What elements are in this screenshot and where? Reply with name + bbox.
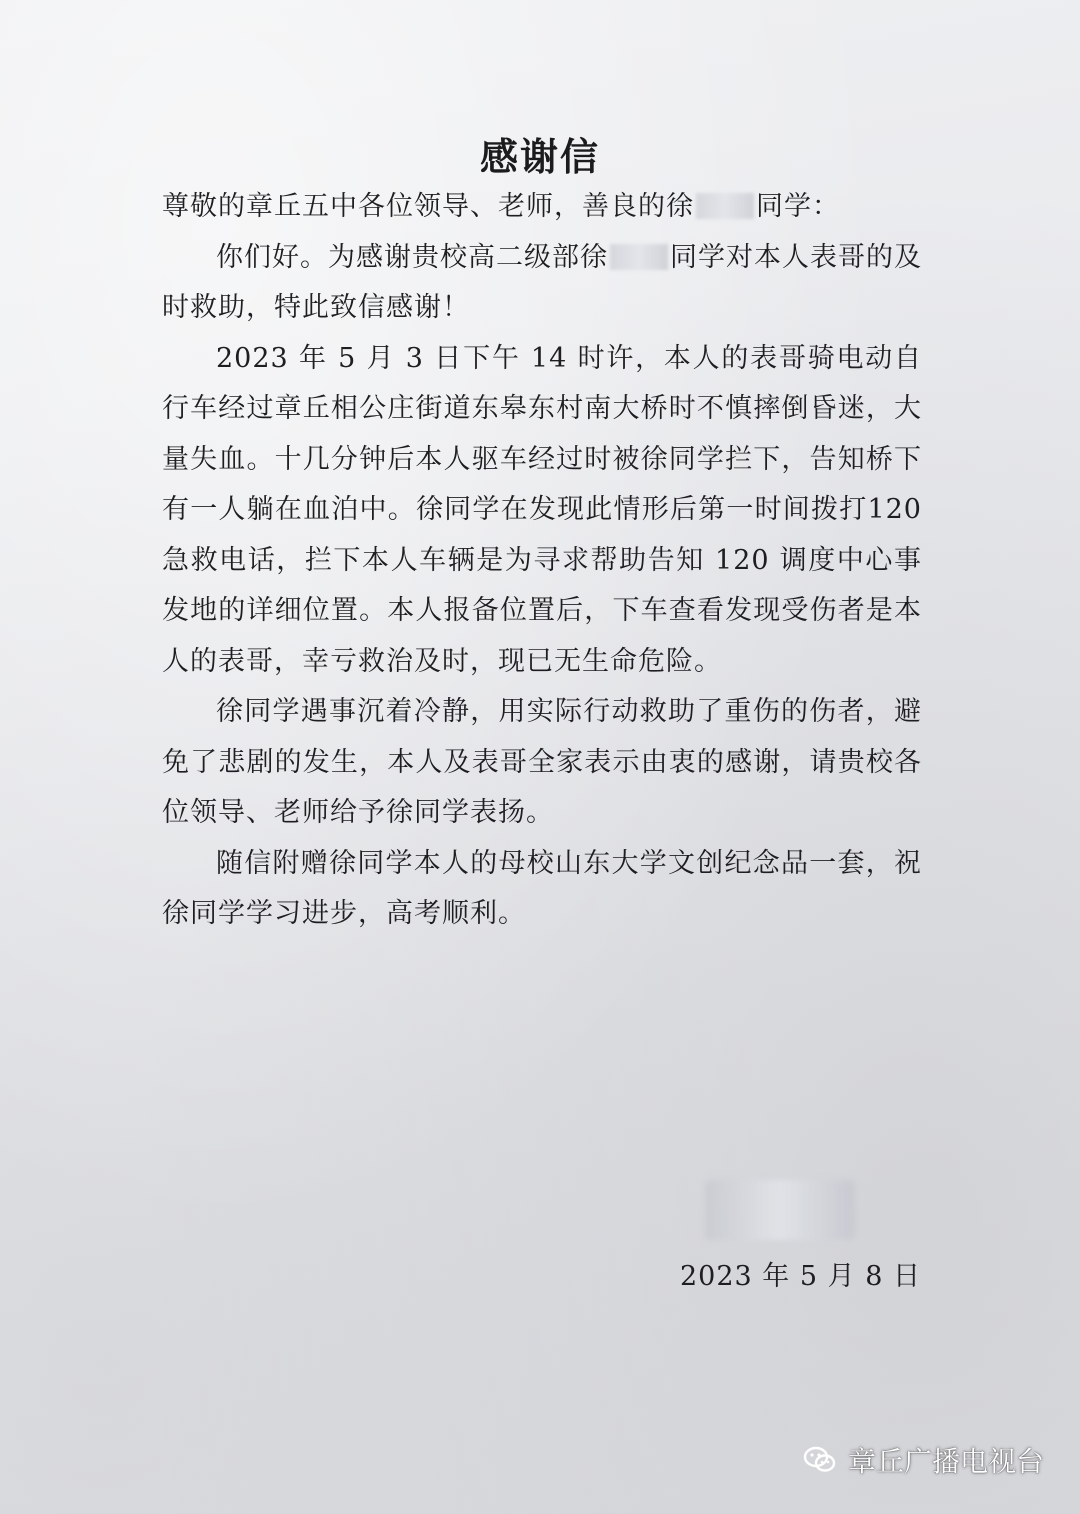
watermark — [802, 1440, 1044, 1480]
watermark-text: 章丘广播电视台 — [847, 1445, 1044, 1478]
redacted-name — [610, 244, 668, 270]
salutation-text-end: 同学： — [756, 191, 840, 222]
letter-title: 感谢信 — [479, 135, 600, 179]
redacted-signature — [705, 1180, 855, 1240]
paragraph-greeting-end: 同学对本人表哥的及时救助，特此致信感谢！ — [162, 241, 922, 323]
wechat-icon — [802, 1442, 838, 1478]
salutation — [162, 182, 922, 233]
paragraph-incident: 2023 年 5 月 3 日下午 14 时许，本人的表哥骑电动自行车经过章丘相公庄街道东皋东村南大桥时不慎摔倒昏迷，大量失血。十几分钟后本人驱车经过时被徐同学拦下，告知桥下有一人躺在血泊中。徐同学在发现此情形后第一时间拨打120 急救电话，拦下本人车辆是为寻求帮助告知 120 调度中心事发地的详细位置。本人报备位置后，下车查看发现受伤者是本人的表哥，幸亏救治及时，现已无生命危险。 — [162, 342, 922, 677]
letter-date: 2023 年 5 月 8 日 — [680, 1261, 921, 1292]
redacted-name — [696, 193, 754, 219]
paragraph-gift: 随信附赠徐同学本人的母校山东大学文创纪念品一套，祝徐同学学习进步，高考顺利。 — [162, 847, 922, 929]
paragraph-greeting — [162, 233, 922, 334]
paragraph-greeting-start: 你们好。为感谢贵校高二级部徐 — [216, 241, 608, 273]
letter-body — [162, 182, 922, 940]
paragraph-thanks: 徐同学遇事沉着冷静，用实际行动救助了重伤的伤者，避免了悲剧的发生，本人及表哥全家表示由衷的感谢，请贵校各位领导、老师给予徐同学表扬。 — [162, 696, 922, 828]
salutation-text-start: 尊敬的章丘五中各位领导、老师，善良的徐 — [162, 191, 694, 222]
